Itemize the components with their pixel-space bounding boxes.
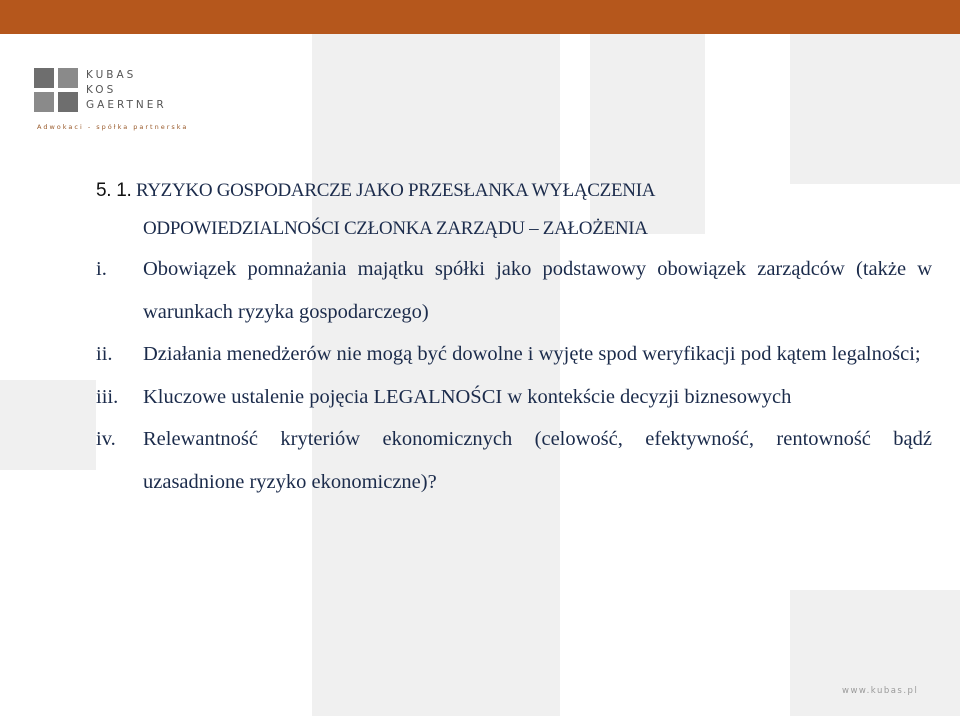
list-item-number: iii. [96, 385, 119, 408]
logo-line-1: KUBAS [86, 69, 137, 81]
background-tile [312, 590, 560, 716]
points-list [96, 248, 932, 503]
logo-line-3: GAERTNER [86, 99, 167, 111]
list-item [96, 418, 932, 503]
footer-url: www.kubas.pl [842, 686, 919, 696]
background-tile [790, 590, 960, 716]
heading-line-1 [96, 172, 896, 210]
logo-wordmark [86, 68, 167, 113]
heading-title-2: ODPOWIEDZIALNOŚCI CZŁONKA ZARZĄDU – ZAŁOŻENIA [143, 218, 648, 239]
logo-line-2: KOS [86, 84, 117, 96]
company-logo [34, 68, 194, 138]
heading-title-1: RYZYKO GOSPODARCZE JAKO PRZESŁANKA WYŁĄCZENIA [135, 180, 656, 201]
list-item [96, 333, 932, 376]
top-accent-bar [0, 0, 960, 34]
list-item-text: Relewantność kryteriów ekonomicznych (celowość, efektywność, rentowność bądź uzasadnione ryzyko ekonomiczne)? [143, 428, 932, 493]
logo-subtitle: Adwokaci - spółka partnerska [37, 123, 189, 131]
list-item-text: Kluczowe ustalenie pojęcia LEGALNOŚCI w kontekście decyzji biznesowych [143, 385, 792, 408]
slide-heading [96, 172, 896, 248]
list-item [96, 248, 932, 333]
background-tile [790, 34, 960, 184]
list-item [96, 376, 932, 419]
logo-mark-icon [34, 68, 78, 112]
list-item-number: iv. [96, 428, 116, 450]
list-item-number: i. [96, 258, 107, 280]
background-tile [0, 380, 96, 470]
list-item-text: Działania menedżerów nie mogą być dowolne i wyjęte spod weryfikacji pod kątem legalności; [143, 343, 921, 365]
heading-number: 5. 1. [96, 180, 132, 201]
list-item-number: ii. [96, 343, 113, 365]
list-item-text: Obowiązek pomnażania majątku spółki jako podstawowy obowiązek zarządców (także w warunkach ryzyka gospodarczego) [143, 258, 932, 323]
